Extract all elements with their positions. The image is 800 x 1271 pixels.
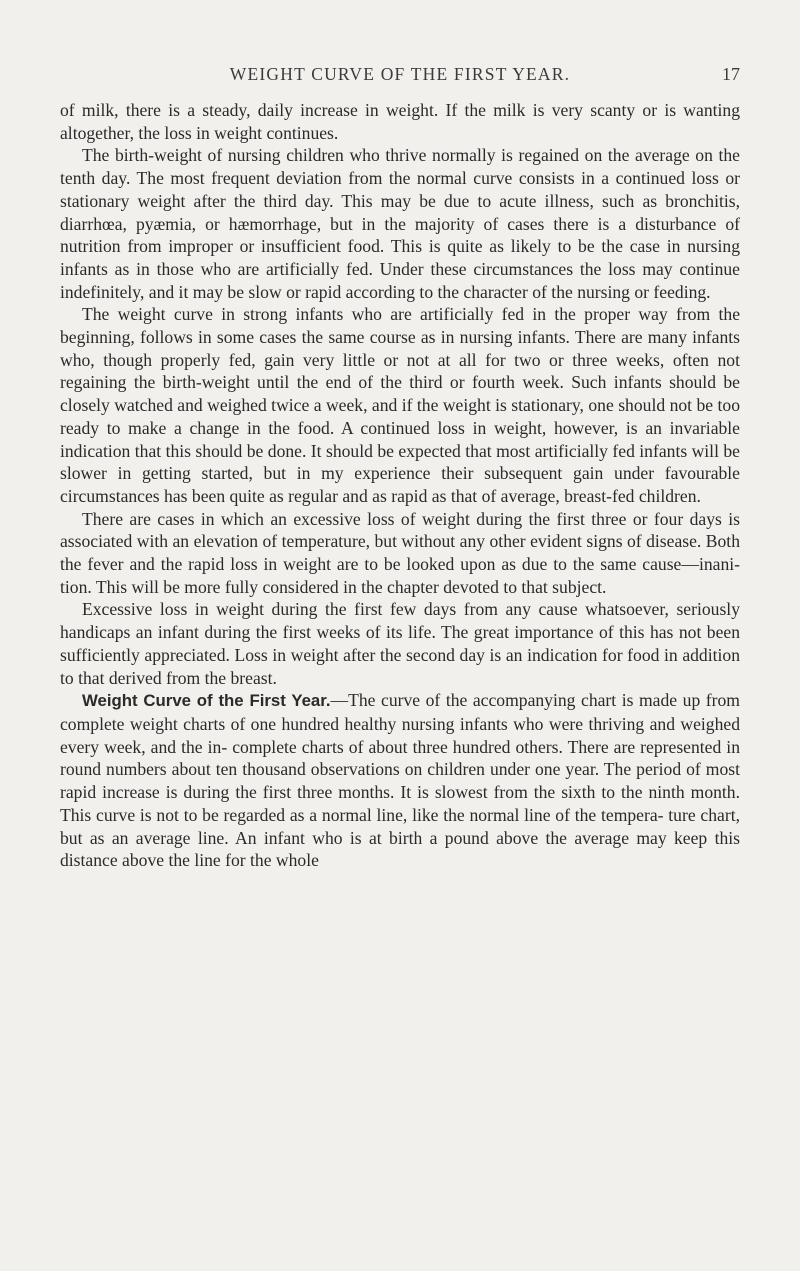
paragraph-continuation: [60, 99, 740, 144]
paragraph-with-side-heading: [60, 689, 740, 872]
paragraph-text: There are cases in which an excessive loss of weight during the first three or four days is associated with an elevation of temperature, but without any other evident signs of disease. Both the fever and the rapid loss in weight are to be looked upon as due to the same cause—inani- tion. This will be more fully considered in the chapter devoted to that subject.: [60, 508, 740, 597]
paragraph-text: —The curve of the accompanying chart is made up from complete weight charts of one hundred healthy nursing infants who were thriving and weighed every week, and the in- complete charts of about three hundred others. There are represented in round numbers about ten thousand observations on children under one year. The period of most rapid increase is during the first three months. It is slowest from the sixth to the ninth month. This curve is not to be regarded as a normal line, like the normal line of the tempera- ture chart, but as an average line. An infant who is at birth a pound above the average may keep this distance above the line for the whole: [60, 690, 740, 871]
paragraph: [60, 598, 740, 689]
side-heading: Weight Curve of the First Year.: [82, 691, 331, 711]
paragraph-text: The birth-weight of nursing children who thrive normally is regained on the average on the tenth day. The most frequent deviation from the normal curve consists in a continued loss or stationary weight after the third day. This may be due to acute illness, such as bronchitis, diarrhœa, pyæmia, or hæmorrhage, but in the majority of cases there is a disturbance of nutrition from improper or insufficient food. This is quite as likely to be the case in nursing infants as in those who are artificially fed. Under these circumstances the loss may continue indefinitely, and it may be slow or rapid according to the character of the nursing or feeding.: [60, 145, 740, 302]
running-title: WEIGHT CURVE OF THE FIRST YEAR.: [229, 64, 571, 84]
paragraph: [60, 303, 740, 507]
running-head: [60, 64, 740, 90]
paragraph: [60, 144, 740, 303]
paragraph-text: Excessive loss in weight during the first few days from any cause whatsoever, seriously handicaps an infant during the first weeks of its life. The great importance of this has not been sufficiently appreciated. Loss in weight after the second day is an indication for food in addition to that derived from the breast.: [60, 599, 740, 688]
paragraph-text: The weight curve in strong infants who are artificially fed in the proper way from the beginning, follows in some cases the same course as in nursing infants. There are many infants who, though properly fed, gain very little or not at all for two or three weeks, often not regaining the birth-weight until the end of the third or fourth week. Such infants should be closely watched and weighed twice a week, and if the weight is stationary, one should not be too ready to make a change in the food. A continued loss in weight, however, is an invariable indication that this should be done. It should be expected that most artificially fed infants will be slower in getting started, but in my experience their subsequent gain under favourable circumstances has been quite as regular and as rapid as that of average, breast-fed children.: [60, 304, 740, 506]
paragraph-text: of milk, there is a steady, daily increase in weight. If the milk is very scanty or is wanting altogether, the loss in weight continues.: [60, 100, 740, 143]
body-text: [60, 99, 740, 872]
paragraph: [60, 508, 740, 599]
page-number: 17: [722, 64, 740, 84]
